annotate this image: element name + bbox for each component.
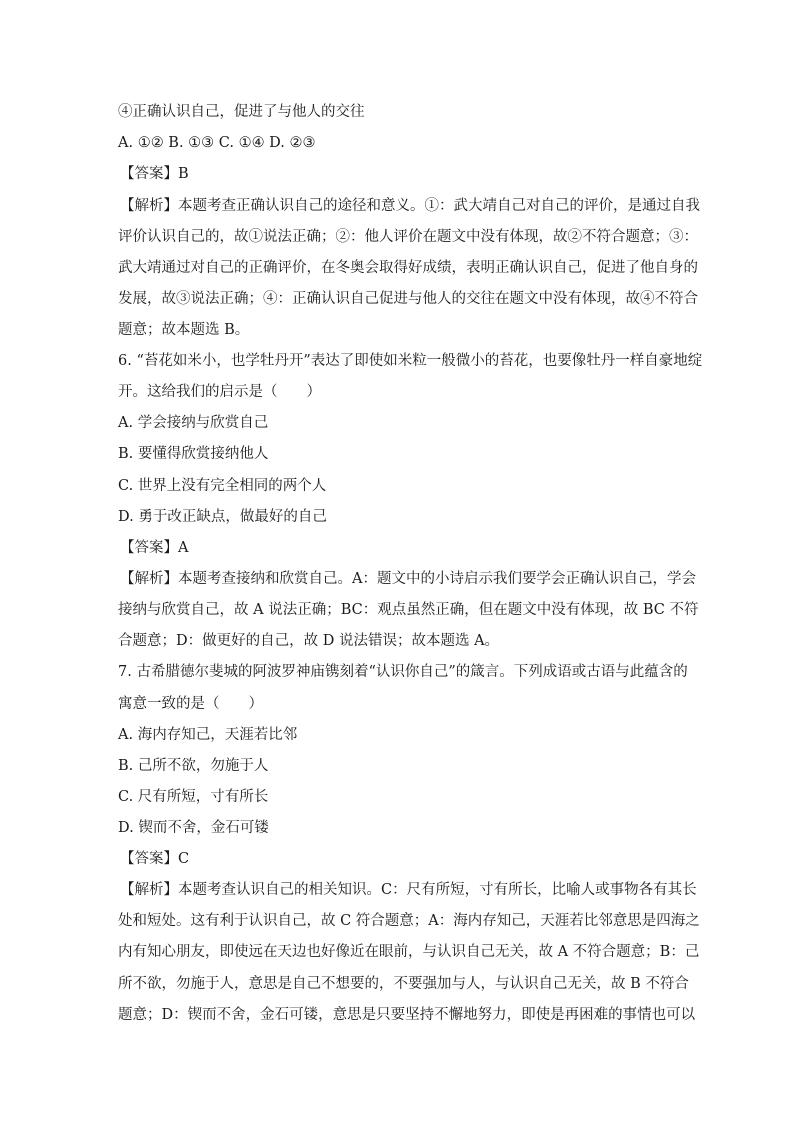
q7-stem-line: 7. 古希腊德尔斐城的阿波罗神庙镌刻着“认识你自己”的箴言。下列成语或古语与此蕴含的 [118,664,688,680]
option-4-line: ④正确认识自己，促进了与他人的交往 [118,104,365,120]
q6-stem-line: 开。这给我们的启示是（ ） [118,384,321,400]
q5-analysis-line: 题意；故本题选 B。 [118,322,250,338]
q7-answer: 【答案】C [120,851,190,867]
q6-option-b: B. 要懂得欣赏接纳他人 [118,446,269,462]
q7-option-a: A. 海内存知己，天涯若比邻 [118,727,298,743]
q7-option-b: B. 己所不欲，勿施于人 [118,758,269,774]
q7-analysis-line: 题意；D：锲而不舍，金石可镂，意思是只要坚持不懈地努力，即使是再困难的事情也可以 [118,1007,696,1023]
q6-stem-line: 6. “苔花如米小，也学牡丹开”表达了即使如米粒一般微小的苔花，也要像牡丹一样自豪地绽 [118,353,703,369]
q5-answer: 【答案】B [120,166,189,182]
q7-option-c: C. 尺有所短，寸有所长 [118,789,269,805]
q7-analysis-line: 内有知心朋友，即使远在天边也好像近在眼前，与认识自己无关，故 A 不符合题意；B：己 [118,944,700,960]
q7-stem-line: 寓意一致的是（ ） [118,696,263,712]
q6-answer: 【答案】A [120,540,189,556]
q6-analysis-line: 【解析】本题考查接纳和欣赏自己。A：题文中的小诗启示我们要学会正确认识自己，学会 [120,571,696,587]
q6-option-a: A. 学会接纳与欣赏自己 [118,415,269,431]
q6-analysis-line: 接纳与欣赏自己，故 A 说法正确；BC：观点虽然正确，但在题文中没有体现，故 BC 不符 [118,602,699,618]
q6-option-c: C. 世界上没有完全相同的两个人 [118,478,327,494]
q6-option-d: D. 勇于改正缺点，做最好的自己 [118,509,327,525]
q5-analysis-line: 【解析】本题考查正确认识自己的途径和意义。①：武大靖自己对自己的评价，是通过自我 [120,198,700,214]
q5-analysis-line: 发展，故③说法正确；④：正确认识自己促进与他人的交往在题文中没有体现，故④不符合 [118,291,698,307]
q7-analysis-line: 处和短处。这有利于认识自己，故 C 符合题意；A：海内存知己，天涯若比邻意思是四海之 [118,913,700,929]
q5-analysis-line: 评价认识自己的，故①说法正确；②：他人评价在题文中没有体现，故②不符合题意；③： [118,229,698,245]
q5-choices-line: A. ①② B. ①③ C. ①④ D. ②③ [118,135,316,151]
q5-analysis-line: 武大靖通过对自己的正确评价，在冬奥会取得好成绩，表明正确认识自己，促进了他自身的 [118,260,698,276]
q7-analysis-line: 【解析】本题考查认识自己的相关知识。C：尺有所短，寸有所长，比喻人或事物各有其长 [120,882,697,898]
q7-analysis-line: 所不欲，勿施于人，意思是自己不想要的，不要强加与人，与认识自己无关，故 B 不符合 [118,976,689,992]
q7-option-d: D. 锲而不舍，金石可镂 [118,820,269,836]
q6-analysis-line: 合题意；D：做更好的自己，故 D 说法错误；故本题选 A。 [118,633,500,649]
